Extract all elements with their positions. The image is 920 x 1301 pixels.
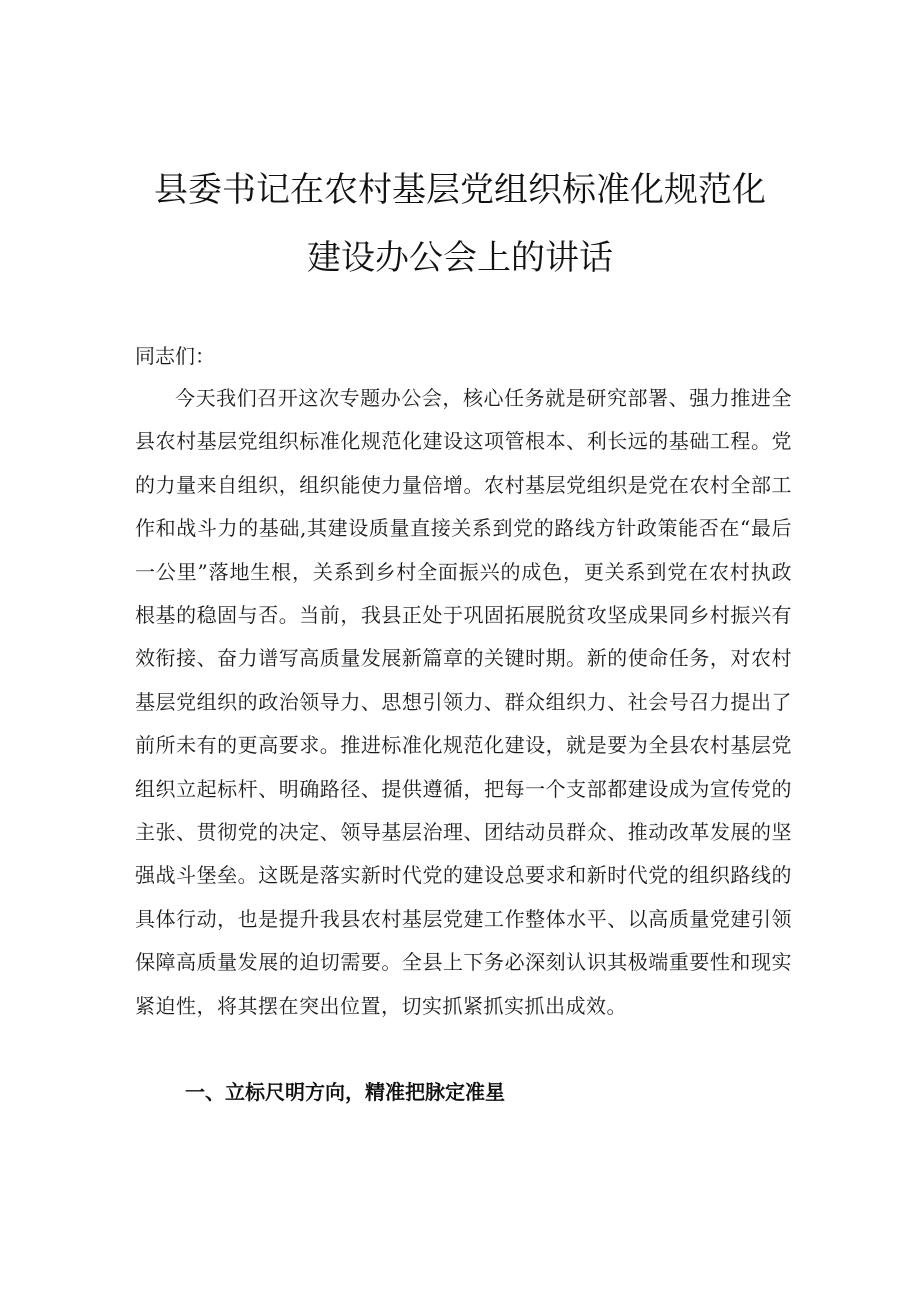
body-paragraph: 今天我们召开这次专题办公会，核心任务就是研究部署、强力推进全县农村基层党组织标准化规范化建设这项管根本、利长远的基础工程。党的力量来自组织，组织能使力量倍增。农村基层党组织是党在农村全部工作和战斗力的基础,其建设质量直接关系到党的路线方针政策能否在“最后一公里”落地生根，关系到乡村全面振兴的成色，更关系到党在农村执政根基的稳固与否。当前，我县正处于巩固拓展脱贫攻坚成果同乡村振兴有效衔接、奋力谱写高质量发展新篇章的关键时期。新的使命任务，对农村基层党组织的政治领导力、思想引领力、群众组织力、社会号召力提出了前所未有的更高要求。推进标准化规范化建设，就是要为全县农村基层党组织立起标杆、明确路径、提供遵循，把每一个支部都建设成为宣传党的主张、贯彻党的决定、领导基层治理、团结动员群众、推动改革发展的坚强战斗堡垒。这既是落实新时代党的建设总要求和新时代党的组织路线的具体行动，也是提升我县农村基层党建工作整体水平、以高质量党建引领保障高质量发展的迫切需要。全县上下务必深刻认识其极端重要性和现实紧迫性，将其摆在突出位置，切实抓紧抓实抓出成效。 [135, 386, 792, 1018]
salutation: 同志们： [135, 344, 215, 368]
document-title-line-1: 县委书记在农村基层党组织标准化规范化 [154, 170, 766, 210]
document-title-line-2: 建设办公会上的讲话 [307, 238, 613, 278]
section-heading-1: 一、立标尺明方向，精准把脉定准星 [185, 1080, 505, 1104]
